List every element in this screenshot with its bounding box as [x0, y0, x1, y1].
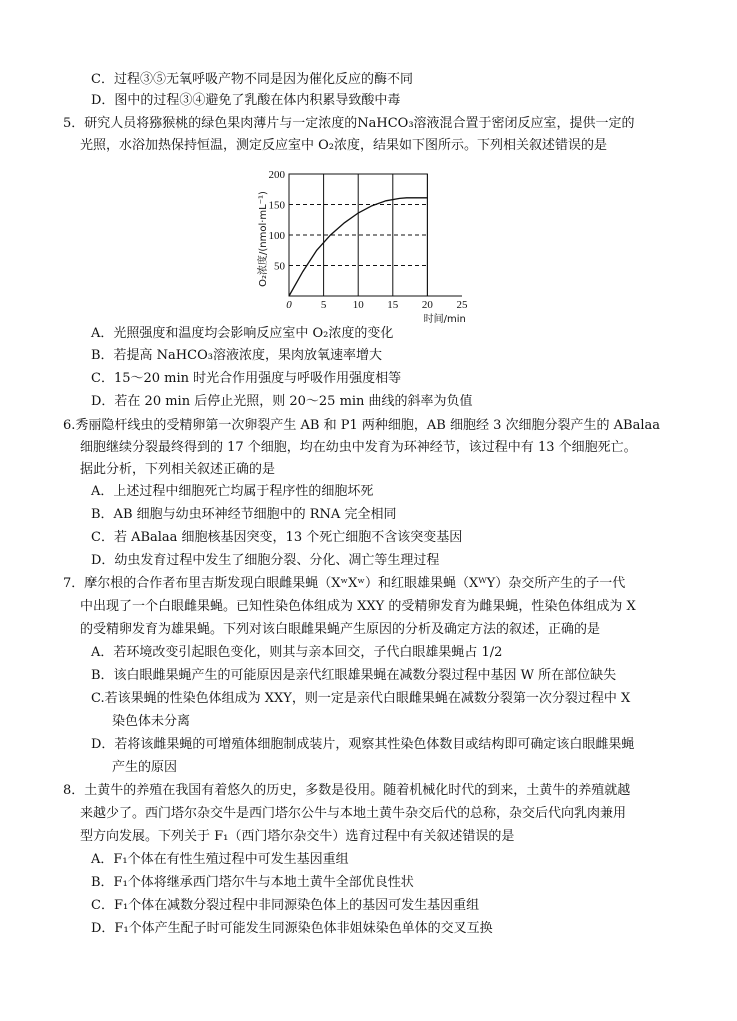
text-line: A．光照强度和温度均会影响反应室中 O₂浓度的变化 [91, 326, 394, 341]
text-line: A．F₁个体在有性生殖过程中可发生基因重组 [91, 852, 349, 867]
x-tick-label: 20 [421, 299, 433, 311]
text-line: 型方向发展。下列关于 F₁（西门塔尔杂交牛）选育过程中有关叙述错误的是 [80, 829, 515, 844]
y-tick-label: 50 [274, 260, 285, 273]
text-line: D．F₁个体产生配子时可能发生同源染色体非姐妹染色单体的交叉互换 [91, 921, 493, 936]
text-line: 染色体未分离 [112, 714, 191, 729]
text-line: C.若该果蝇的性染色体组成为 XXY，则一定是亲代白眼雌果蝇在减数分裂第一次分裂过程中 X [91, 691, 631, 706]
x-tick-label: 25 [456, 299, 468, 311]
text-line: B．该白眼雌果蝇产生的可能原因是亲代红眼雄果蝇在减数分裂过程中基因 W 所在部位缺失 [91, 668, 617, 683]
text-line: D．幼虫发育过程中发生了细胞分裂、分化、凋亡等生理过程 [91, 553, 440, 568]
text-line: B．若提高 NaHCO₃溶液浓度，果肉放氧速率增大 [91, 348, 382, 363]
x-tick-label: 10 [352, 299, 364, 311]
text-line: 中出现了一个白眼雌果蝇。已知性染色体组成为 XXY 的受精卵发育为雌果蝇，性染色体组成为 X [80, 599, 636, 614]
x-tick-label: 15 [387, 299, 399, 311]
text-line: C．15～20 min 时光合作用强度与呼吸作用强度相等 [91, 371, 402, 386]
text-line: C．F₁个体在减数分裂过程中非同源染色体上的基因可发生基因重组 [91, 898, 480, 913]
o2-concentration-chart [254, 168, 498, 326]
text-line: 5．研究人员将猕猴桃的绿色果肉薄片与一定浓度的NaHCO₃溶液混合置于密闭反应室，提供一定的 [63, 116, 635, 131]
text-line: C．过程③⑤无氧呼吸产物不同是因为催化反应的酶不同 [91, 72, 413, 87]
x-axis-label: 时间/min [423, 314, 466, 325]
text-line: D．若将该雌果蝇的可增殖体细胞制成装片，观察其性染色体数目或结构即可确定该白眼雌果蝇 [91, 737, 635, 752]
text-line: B．AB 细胞与幼虫环神经节细胞中的 RNA 完全相同 [91, 507, 397, 522]
text-line: B．F₁个体将继承西门塔尔牛与本地土黄牛全部优良性状 [91, 875, 414, 890]
x-tick-label: 5 [320, 299, 327, 311]
text-line: 光照，水浴加热保持恒温，测定反应室中 O₂浓度，结果如下图所示。下列相关叙述错误的是 [80, 138, 608, 153]
text-line: D．图中的过程③④避免了乳酸在体内积累导致酸中毒 [91, 93, 401, 108]
text-line: 据此分析，下列相关叙述正确的是 [80, 462, 276, 477]
y-tick-label: 100 [268, 230, 285, 242]
y-axis-label: O₂浓度/(nmol·mL⁻¹) [258, 191, 269, 287]
text-line: D．若在 20 min 后停止光照，则 20～25 min 曲线的斜率为负值 [91, 394, 473, 409]
text-line: 6.秀丽隐杆线虫的受精卵第一次卵裂产生 AB 和 P1 两种细胞，AB 细胞经 3 次细胞分裂产生的 ABalaa [63, 418, 660, 433]
text-line: A．若环境改变引起眼色变化，则其与亲本回交，子代白眼雄果蝇占 1/2 [91, 645, 503, 660]
y-tick-label: 150 [268, 199, 285, 212]
text-line: 来越少了。西门塔尔杂交牛是西门塔尔公牛与本地土黄牛杂交后代的总称，杂交后代向乳肉兼用 [80, 806, 627, 821]
y-tick-label: 200 [268, 169, 285, 181]
text-line: 细胞继续分裂最终得到的 17 个细胞，均在幼虫中发育为环神经节，该过程中有 13 个细胞死亡。 [80, 440, 637, 455]
x-tick-label: 0 [286, 299, 292, 311]
text-line: 7．摩尔根的合作者布里吉斯发现白眼雌果蝇（XʷXʷ）和红眼雄果蝇（XᵂY）杂交所产生的子一代 [63, 576, 626, 591]
text-line: 的受精卵发育为雄果蝇。下列对该白眼雌果蝇产生原因的分析及确定方法的叙述，正确的是 [80, 622, 601, 637]
text-line: C．若 ABalaa 细胞核基因突变，13 个死亡细胞不含该突变基因 [91, 530, 463, 545]
text-line: 8．土黄牛的养殖在我国有着悠久的历史，多数是役用。随着机械化时代的到来，土黄牛的养殖就越 [63, 783, 631, 798]
text-line: 产生的原因 [112, 760, 178, 775]
text-line: A．上述过程中细胞死亡均属于程序性的细胞坏死 [91, 484, 374, 499]
chart-svg [254, 168, 498, 326]
